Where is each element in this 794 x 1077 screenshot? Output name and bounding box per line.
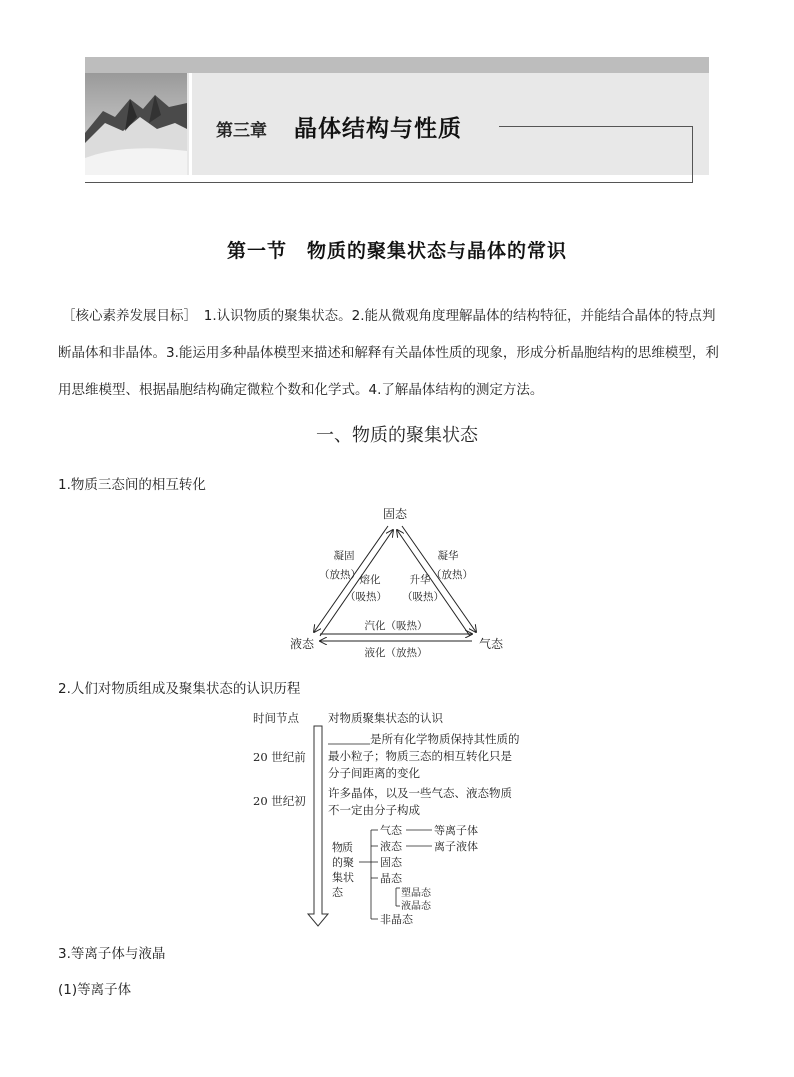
label-vaporize: 汽化（吸热）: [364, 620, 428, 632]
node-gas: 气态: [478, 637, 504, 651]
period1-text-3: 分子间距离的变化: [328, 766, 420, 780]
states-label-1: 物: [332, 841, 343, 854]
banner-rule-bottom: [85, 182, 693, 183]
item-1-heading: 1.物质三态间的相互转化: [58, 477, 206, 493]
timeline-arrow: [308, 726, 328, 926]
states-label-2: 质: [342, 841, 353, 854]
state-crystal: 晶态: [380, 872, 402, 885]
state-plastic-crystal: 塑晶态: [401, 888, 431, 899]
label-absorb-heat-2: （吸热）: [402, 591, 444, 603]
node-liquid: 液态: [289, 637, 315, 651]
node-solid: 固态: [382, 507, 408, 521]
period2-text-1: 许多晶体，以及一些气态、液态物质: [328, 786, 512, 800]
label-release-heat-2: （放热）: [431, 569, 473, 581]
chapter-title: 晶体结构与性质: [294, 116, 462, 142]
label-melt: 熔化: [359, 574, 381, 586]
part-heading: 一、物质的聚集状态: [316, 425, 478, 446]
label-release-heat-1: （放热）: [319, 569, 361, 581]
label-desublime: 凝华: [437, 550, 459, 562]
state-liquid-crystal: 液晶态: [401, 901, 431, 912]
item-3-heading: 3.等离子体与液晶: [58, 946, 166, 962]
label-solidify: 凝固: [333, 550, 355, 562]
states-label-3: 的聚: [332, 856, 354, 869]
period1-text-1: 是所有化学物质保持其性质的: [370, 732, 520, 746]
col-header-cognition: 对物质聚集状态的认识: [328, 711, 443, 725]
states-label-4: 集状: [332, 871, 354, 884]
period1-text-2: 最小粒子；物质三态的相互转化只是: [328, 749, 512, 763]
col-header-time: 时间节点: [253, 711, 299, 725]
state-gas: 气态: [380, 824, 402, 837]
banner-rule: [499, 126, 692, 127]
state-liquid: 液态: [380, 840, 402, 853]
state-amorphous: 非晶态: [380, 913, 413, 926]
item-3-1-heading: (1)等离子体: [58, 982, 132, 998]
banner-divider: [189, 73, 192, 175]
mountain-image: [85, 73, 187, 175]
objectives-line-2: 断晶体和非晶体。3.能运用多种晶体模型来描述和解释有关晶体性质的现象，形成分析晶胞结构的思维模型，利: [58, 345, 719, 361]
objectives-line-3: 用思维模型、根据晶胞结构确定微粒个数和化学式。4.了解晶体结构的测定方法。: [58, 382, 544, 398]
states-label-5: 态: [332, 886, 343, 899]
objectives-line-1: ［核心素养发展目标］ 1.认识物质的聚集状态。2.能从微观角度理解晶体的结构特征，并能结合晶体的特点判: [62, 308, 716, 324]
chapter-number: 第三章: [216, 121, 267, 141]
cognition-timeline-diagram: [240, 706, 560, 932]
label-liquefy: 液化（放热）: [364, 647, 428, 659]
state-solid: 固态: [380, 856, 402, 869]
state-plasma: 等离子体: [434, 824, 478, 837]
period2-text-2: 不一定由分子构成: [328, 803, 420, 817]
state-ionic-liquid: 离子液体: [434, 840, 478, 853]
period-pre-20th: 20 世纪前: [253, 750, 306, 764]
period-early-20th: 20 世纪初: [253, 794, 306, 808]
item-2-heading: 2.人们对物质组成及聚集状态的认识历程: [58, 681, 301, 697]
banner-rule-vertical: [692, 126, 693, 182]
section-title: 第一节 物质的聚集状态与晶体的常识: [226, 240, 567, 262]
label-sublime: 升华: [409, 574, 431, 586]
banner-top-strip: [85, 57, 709, 73]
state-transition-diagram: [280, 500, 520, 665]
label-absorb-heat-1: （吸热）: [345, 591, 387, 603]
